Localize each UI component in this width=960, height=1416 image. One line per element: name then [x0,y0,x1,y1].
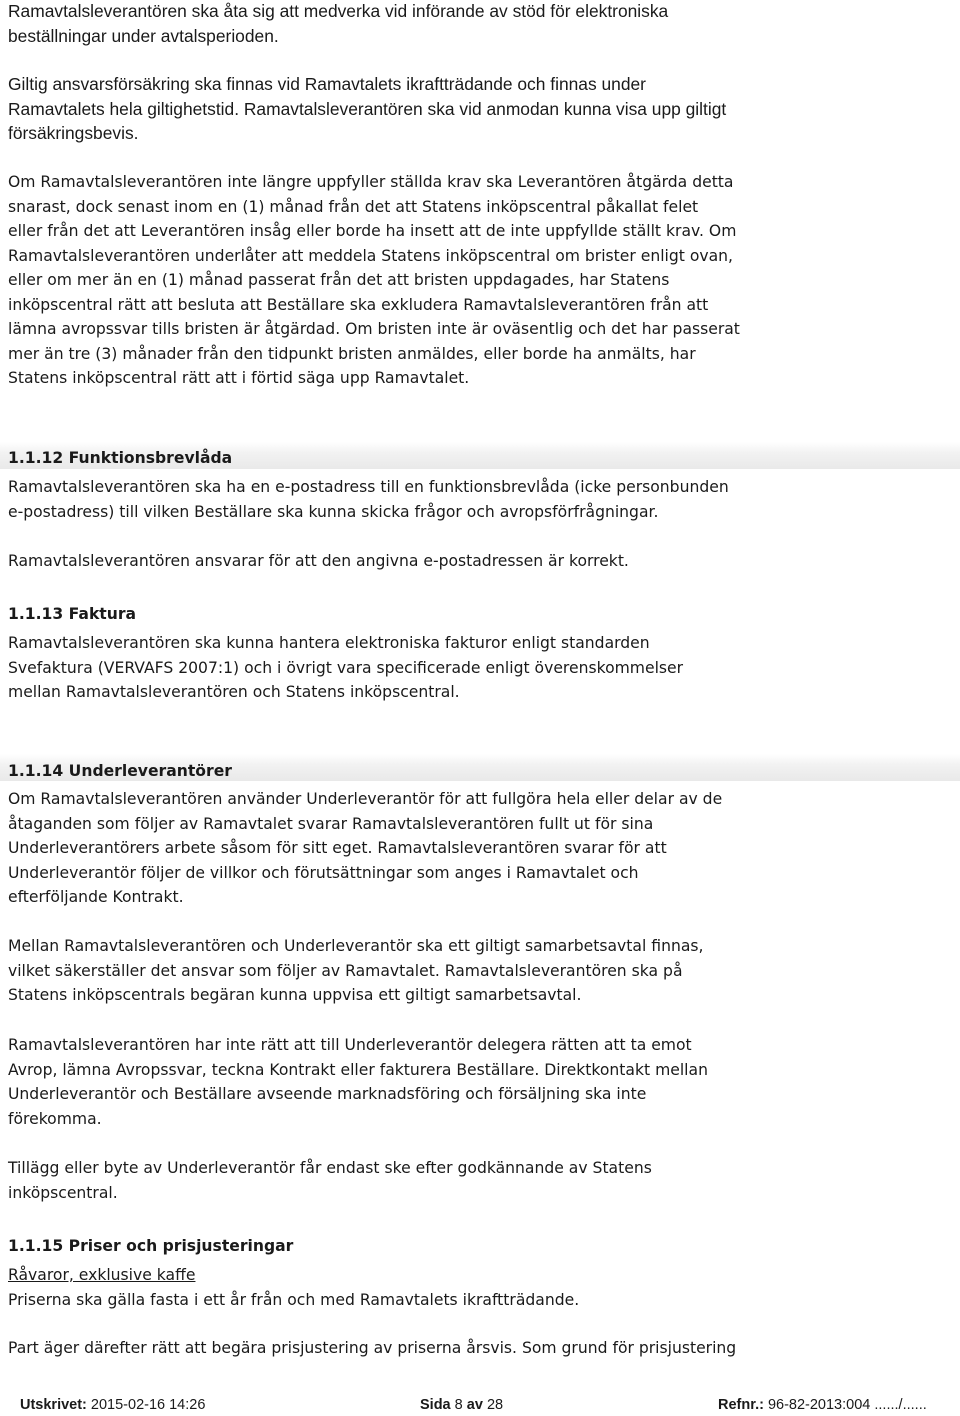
text-line: e-postadress) till vilken Beställare ska kunna skicka frågor och avropsförfrågningar. [8,502,659,521]
text-line: Priserna ska gälla fasta i ett år från och med Ramavtalets ikraftträdande. [8,1290,580,1309]
underleverantorer-paragraph-3 [8,1033,952,1131]
text-line: vilket säkerställer det ansvar som följer av Ramavtalet. Ramavtalsleverantören ska på [8,961,683,980]
footer-printed [20,1394,205,1416]
text-line: efterföljande Kontrakt. [8,888,184,906]
text-line: snarast, dock senast inom en (1) månad från det att Statens inköpscentral påkallat felet [8,197,699,216]
text-line: Ramavtalsleverantören ska åta sig att medverka vid införande av stöd för elektroniska [8,1,669,21]
section-heading-faktura: 1.1.13 Faktura [8,605,137,623]
footer-page-number: 8 [454,1397,463,1413]
text-line: inköpscentral rätt att besluta att Beställare ska exkludera Ramavtalsleverantören från att [8,295,709,314]
underleverantorer-paragraph-1 [8,787,952,910]
footer-page-label: Sida [420,1397,451,1413]
text-line: Part äger därefter rätt att begära prisjustering av priserna årsvis. Som grund för prisjustering [8,1339,737,1357]
text-line: Underleverantör och Beställare avseende marknadsföring och försäljning ska inte [8,1085,647,1103]
text-line: Ramavtalets hela giltighetstid. Ramavtalsleverantören ska vid anmodan kunna visa upp giltigt [8,98,727,119]
text-line: mer än tre (3) månader från den tidpunkt bristen anmäldes, eller borde ha anmälts, har [8,344,696,363]
text-line: Giltig ansvarsförsäkring ska finnas vid Ramavtalets ikraftträdande och finnas under [8,74,646,94]
text-line: inköpscentral. [8,1183,118,1202]
intro-paragraph-1 [8,0,952,48]
footer-printed-label: Utskrivet: [20,1397,87,1413]
text-line: Ramavtalsleverantören ska kunna hantera elektroniska fakturor enligt standarden [8,634,650,652]
section-heading-priser: 1.1.15 Priser och prisjusteringar [8,1237,294,1255]
footer-ref-value: 96-82-2013:004 ....../...... [767,1397,927,1413]
priser-subheading-block [8,1263,952,1312]
priser-subheading: Råvaror, exklusive kaffe [8,1266,196,1284]
text-line: Statens inköpscentral rätt att i förtid säga upp Ramavtalet. [8,369,470,387]
intro-paragraph-3 [8,170,952,391]
footer-reference [718,1394,927,1416]
priser-paragraph-2 [8,1336,952,1361]
text-line: Underleverantör följer de villkor och förutsättningar som anges i Ramavtalet och [8,863,639,882]
footer-page [420,1394,503,1416]
text-line: lämna avropssvar tills bristen är åtgärdad. Om bristen inte är oväsentlig och det har passerat [8,320,740,338]
text-line: Ramavtalsleverantören ska ha en e-postadress till en funktionsbrevlåda (icke personbunden [8,478,729,496]
text-line: Svefaktura (VERVAFS 2007:1) och i övrigt vara specificerade enligt överenskommelser [8,658,684,677]
intro-paragraph-2 [8,72,952,146]
underleverantorer-paragraph-2 [8,934,952,1008]
funktionsbrevlada-paragraph-2 [8,549,952,574]
text-line: Underleverantörers arbete såsom för sitt eget. Ramavtalsleverantören svarar för att [8,839,667,857]
text-line: Ramavtalsleverantören har inte rätt att till Underleverantör delegera rätten att ta emot [8,1036,692,1054]
text-line: Avrop, lämna Avropssvar, teckna Kontrakt eller fakturera Beställare. Direktkontakt mellan [8,1060,708,1079]
page-footer [0,1394,960,1416]
text-line: förekomma. [8,1109,102,1128]
text-line: Statens inköpscentrals begäran kunna uppvisa ett giltigt samarbetsavtal. [8,986,582,1004]
text-line: Ramavtalsleverantören underlåter att meddela Statens inköpscentral om brister enligt ovan, [8,246,734,265]
funktionsbrevlada-paragraph-1 [8,475,952,524]
text-line: Om Ramavtalsleverantören använder Underleverantör för att fullgöra hela eller delar av de [8,790,723,808]
footer-page-of: av [466,1397,483,1413]
footer-printed-value: 2015-02-16 14:26 [90,1397,206,1413]
section-heading-funktionsbrevlada: 1.1.12 Funktionsbrevlåda [8,449,233,467]
section-heading-underleverantorer: 1.1.14 Underleverantörer [8,762,232,780]
text-line: åtaganden som följer av Ramavtalet svarar Ramavtalsleverantören fullt ut för sina [8,814,654,833]
text-line: Om Ramavtalsleverantören inte längre uppfyller ställda krav ska Leverantören åtgärda detta [8,173,734,191]
text-line: Tillägg eller byte av Underleverantör får endast ske efter godkännande av Statens [8,1159,652,1177]
text-line: försäkringsbevis. [8,123,139,143]
text-line: eller om mer än en (1) månad passerat från det att bristen uppdagades, har Statens [8,271,670,289]
text-line: Mellan Ramavtalsleverantören och Underleverantör ska ett giltigt samarbetsavtal finnas, [8,937,704,955]
underleverantorer-paragraph-4 [8,1156,952,1205]
footer-ref-label: Refnr.: [718,1397,764,1413]
text-line: mellan Ramavtalsleverantören och Statens inköpscentral. [8,683,460,701]
text-line: Ramavtalsleverantören ansvarar för att den angivna e-postadressen är korrekt. [8,552,629,570]
text-line: beställningar under avtalsperioden. [8,25,279,46]
footer-page-total: 28 [486,1397,504,1413]
faktura-paragraph-1 [8,631,952,705]
text-line: eller från det att Leverantören insåg eller borde ha insett att de inte uppfyllde ställt krav. Om [8,222,737,240]
